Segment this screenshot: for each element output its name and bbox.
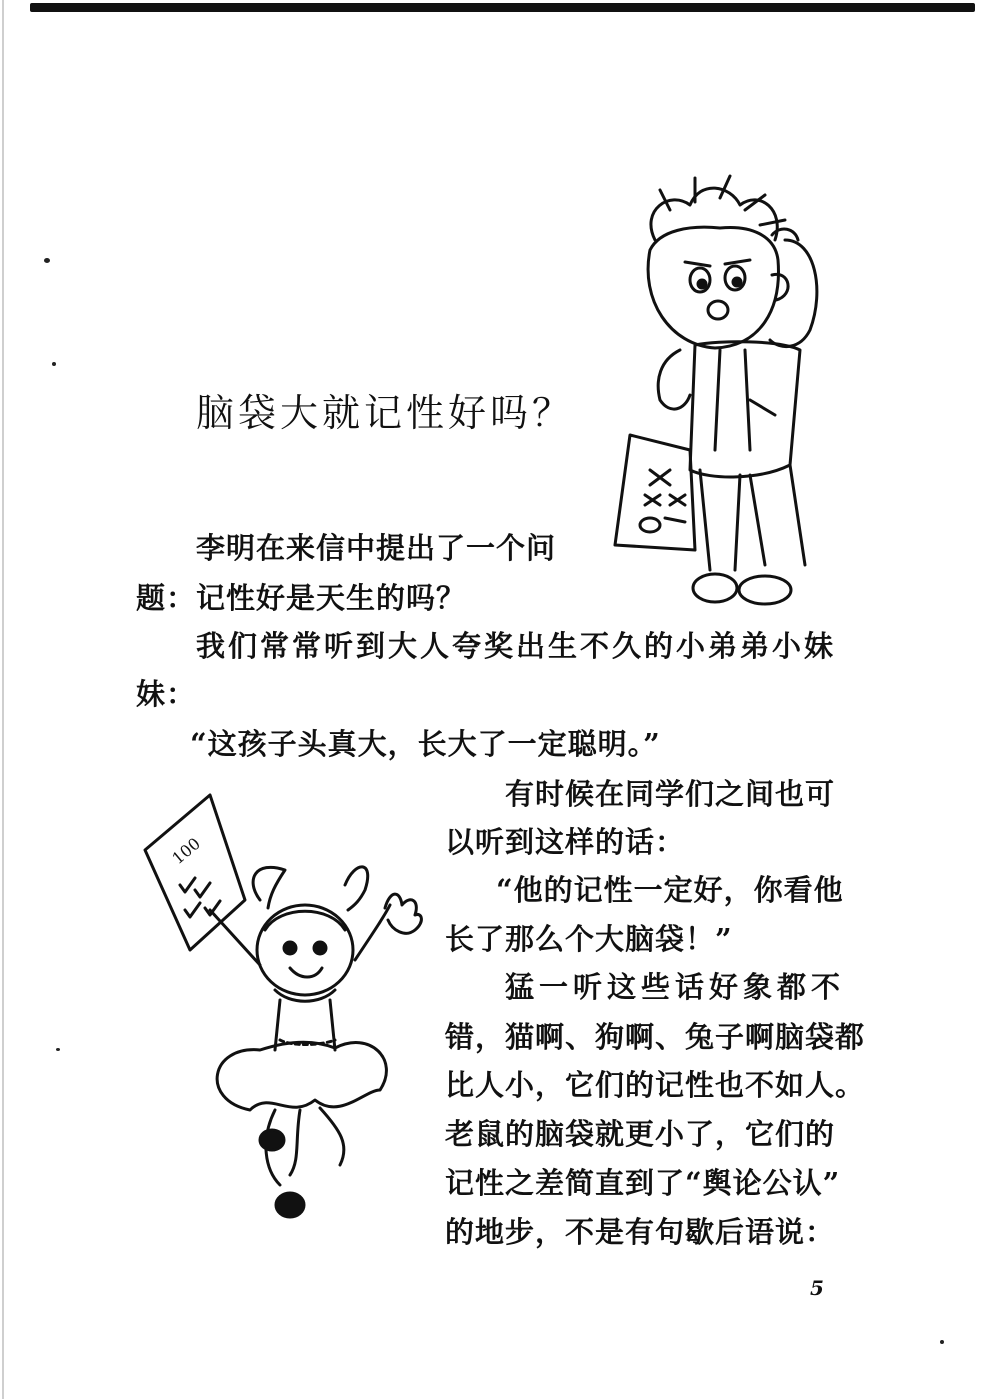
top-border-rule xyxy=(30,3,975,12)
article-title: 脑袋大就记性好吗？ xyxy=(196,391,575,435)
paragraph-line: 题：记性好是天生的吗？ xyxy=(136,581,467,615)
paragraph-line: 老鼠的脑袋就更小了，它们的 xyxy=(445,1117,836,1151)
paragraph-line: 比人小，它们的记性也不如人。 xyxy=(445,1068,866,1102)
paragraph-line: 李明在来信中提出了一个问 xyxy=(196,531,557,565)
paragraph-line: 妹： xyxy=(136,677,197,711)
scan-speck xyxy=(940,1340,944,1344)
scan-speck xyxy=(52,362,56,366)
svg-text:100: 100 xyxy=(168,833,204,869)
paragraph-line: 的地步，不是有句歇后语说： xyxy=(445,1215,836,1249)
boy-scratching-head-illustration xyxy=(600,170,840,620)
paragraph-line: 我们常常听到大人夸奖出生不久的小弟弟小妹 xyxy=(196,629,837,663)
paragraph-line: 长了那么个大脑袋！” xyxy=(445,922,733,956)
paragraph-line: 错，猫啊、狗啊、兔子啊脑袋都 xyxy=(445,1020,866,1054)
girl-jumping-illustration xyxy=(140,790,440,1230)
paragraph-line: “这孩子头真大，长大了一定聪明。” xyxy=(190,727,661,761)
paragraph-line: 记性之差简直到了“舆论公认” xyxy=(445,1166,841,1200)
paragraph-line: 有时候在同学们之间也可 xyxy=(505,777,836,811)
page-left-edge xyxy=(2,0,4,1399)
paragraph-line: 猛一听这些话好象都不 xyxy=(505,970,846,1004)
paragraph-line: 以听到这样的话： xyxy=(445,825,686,859)
scan-speck xyxy=(44,258,50,263)
paragraph-line: “他的记性一定好，你看他 xyxy=(496,873,844,907)
scan-speck xyxy=(56,1048,60,1051)
page-number: 5 xyxy=(810,1276,824,1300)
